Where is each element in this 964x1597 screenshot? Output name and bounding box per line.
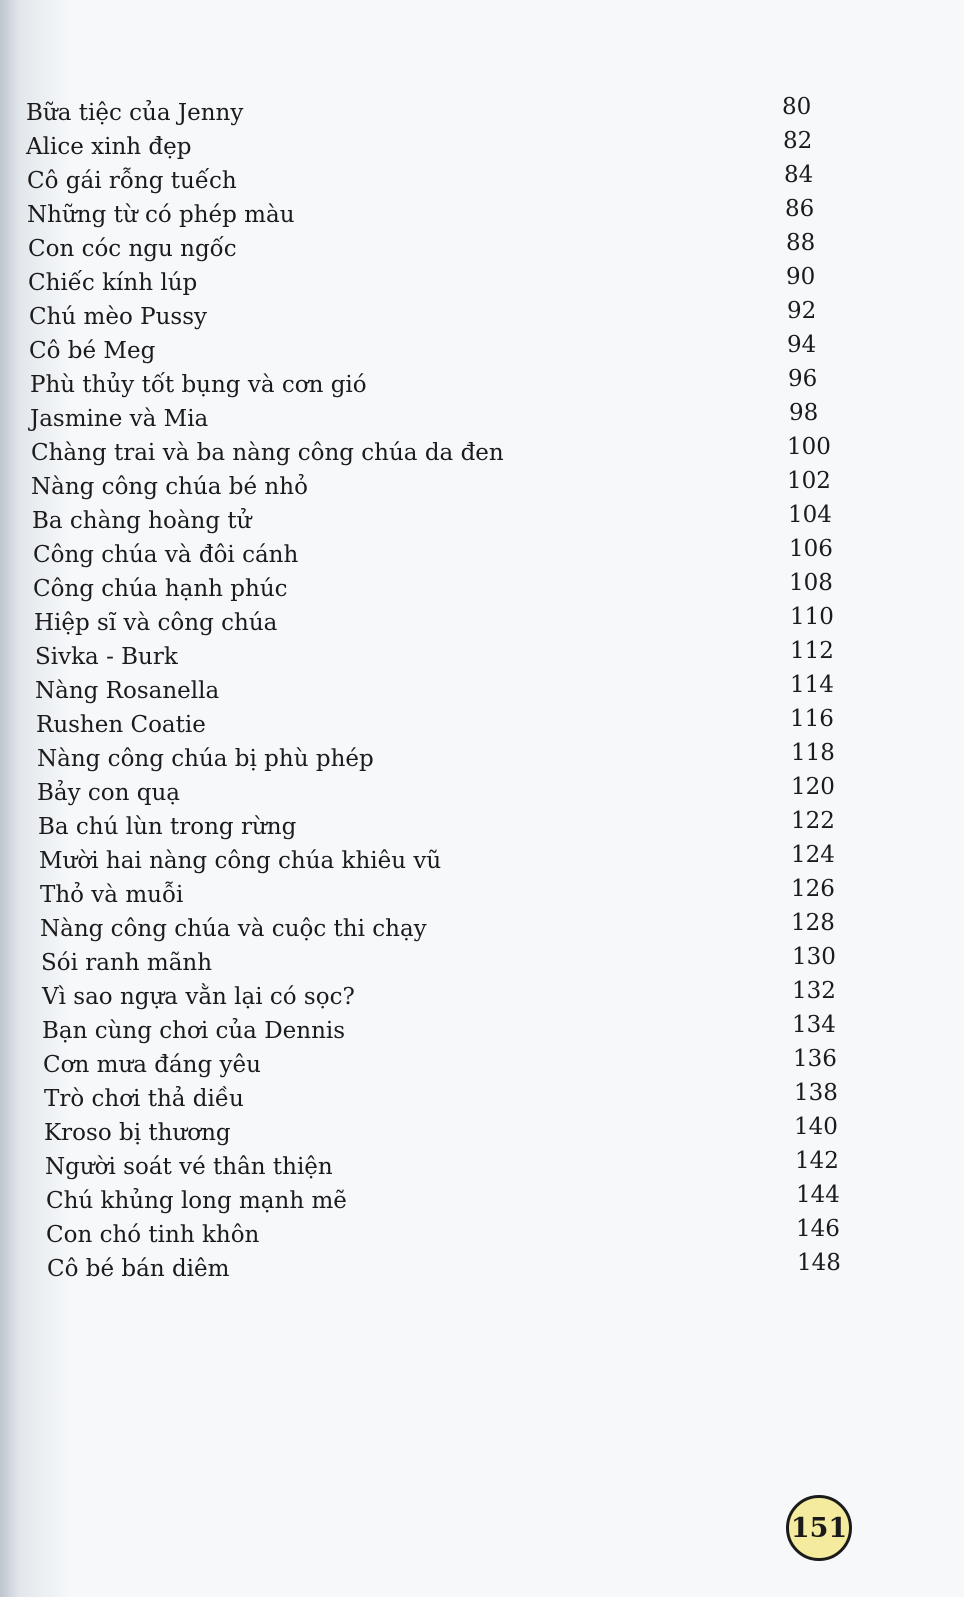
toc-entry-title: Chiếc kính lúp bbox=[28, 270, 198, 296]
toc-entry-title: Chàng trai và ba nàng công chúa da đen bbox=[31, 440, 504, 466]
toc-entry bbox=[29, 300, 849, 334]
toc-entry-title: Sói ranh mãnh bbox=[41, 950, 213, 976]
toc-entry-title: Rushen Coatie bbox=[36, 712, 206, 738]
toc-entry bbox=[26, 96, 846, 130]
toc-entry-page: 148 bbox=[797, 1250, 841, 1276]
toc-entry bbox=[42, 1014, 862, 1048]
toc-entry-page: 102 bbox=[787, 468, 831, 494]
toc-entry-page: 142 bbox=[795, 1148, 839, 1174]
toc-entry bbox=[28, 232, 848, 266]
toc-entry-title: Vì sao ngựa vằn lại có sọc? bbox=[42, 984, 355, 1010]
toc-entry-title: Trò chơi thả diều bbox=[44, 1086, 244, 1112]
toc-entry-page: 118 bbox=[791, 740, 835, 766]
toc-entry bbox=[44, 1116, 864, 1150]
toc-entry-page: 110 bbox=[790, 604, 834, 630]
toc-entry-page: 132 bbox=[792, 978, 836, 1004]
toc-entry-page: 96 bbox=[788, 366, 818, 392]
toc-entry-title: Jasmine và Mia bbox=[30, 406, 209, 432]
toc-entry bbox=[34, 606, 854, 640]
toc-entry bbox=[35, 674, 855, 708]
toc-entry bbox=[27, 164, 847, 198]
toc-entry-title: Chú khủng long mạnh mẽ bbox=[46, 1188, 347, 1214]
toc-entry bbox=[33, 572, 853, 606]
toc-entry-page: 108 bbox=[789, 570, 833, 596]
toc-entry-page: 112 bbox=[790, 638, 834, 664]
toc-entry-page: 88 bbox=[786, 230, 816, 256]
toc-entry bbox=[40, 912, 860, 946]
toc-entry-page: 100 bbox=[787, 434, 831, 460]
toc-entry-page: 106 bbox=[789, 536, 833, 562]
toc-entry-title: Nàng Rosanella bbox=[35, 678, 220, 704]
toc-entry-title: Thỏ và muỗi bbox=[40, 882, 184, 908]
toc-entry bbox=[29, 334, 849, 368]
toc-entry-page: 136 bbox=[793, 1046, 837, 1072]
toc-entry-page: 86 bbox=[785, 196, 815, 222]
toc-entry bbox=[41, 946, 861, 980]
toc-entry-page: 116 bbox=[790, 706, 834, 732]
toc-entry bbox=[46, 1218, 866, 1252]
toc-entry bbox=[30, 368, 850, 402]
toc-entry-title: Sivka - Burk bbox=[35, 644, 178, 670]
toc-entry-title: Alice xinh đẹp bbox=[26, 134, 192, 160]
toc-entry-page: 144 bbox=[796, 1182, 840, 1208]
toc-entry bbox=[46, 1184, 866, 1218]
toc-entry bbox=[30, 402, 850, 436]
toc-entry-title: Bạn cùng chơi của Dennis bbox=[42, 1018, 346, 1044]
toc-entry-page: 140 bbox=[794, 1114, 838, 1140]
toc-entry-title: Công chúa và đôi cánh bbox=[33, 542, 299, 568]
toc-entry bbox=[35, 640, 855, 674]
toc-entry-page: 130 bbox=[792, 944, 836, 970]
toc-entry-page: 124 bbox=[791, 842, 835, 868]
toc-entry-title: Cô bé bán diêm bbox=[47, 1256, 230, 1282]
toc-entry-page: 138 bbox=[794, 1080, 838, 1106]
toc-entry-title: Kroso bị thương bbox=[44, 1120, 231, 1146]
toc-entry-page: 94 bbox=[787, 332, 817, 358]
toc-entry bbox=[44, 1082, 864, 1116]
toc-entry-title: Ba chàng hoàng tử bbox=[32, 508, 252, 534]
toc-entry-title: Hiệp sĩ và công chúa bbox=[34, 610, 278, 636]
toc-entry-title: Cô bé Meg bbox=[29, 338, 156, 364]
toc-entry bbox=[36, 708, 856, 742]
toc-entry-title: Con cóc ngu ngốc bbox=[28, 236, 237, 262]
toc-entry-title: Công chúa hạnh phúc bbox=[33, 576, 288, 602]
toc-entry-title: Con chó tinh khôn bbox=[46, 1222, 260, 1248]
toc-entry-page: 92 bbox=[787, 298, 817, 324]
toc-entry bbox=[42, 980, 862, 1014]
toc-entry-title: Bảy con quạ bbox=[37, 780, 181, 806]
toc-entry-page: 126 bbox=[791, 876, 835, 902]
toc-entry-page: 134 bbox=[792, 1012, 836, 1038]
toc-entry-title: Ba chú lùn trong rừng bbox=[38, 814, 297, 840]
toc-entry-page: 90 bbox=[786, 264, 816, 290]
toc-entry bbox=[39, 844, 859, 878]
toc-entry bbox=[37, 776, 857, 810]
toc-entry bbox=[26, 130, 846, 164]
toc-entry-title: Chú mèo Pussy bbox=[29, 304, 208, 330]
toc-entry bbox=[37, 742, 857, 776]
toc-entry-page: 122 bbox=[791, 808, 835, 834]
toc-entry bbox=[47, 1252, 867, 1286]
page-number-badge bbox=[786, 1495, 852, 1561]
toc-entry-title: Nàng công chúa và cuộc thi chạy bbox=[40, 916, 427, 942]
toc-entry-title: Phù thủy tốt bụng và cơn gió bbox=[30, 372, 367, 398]
toc-entry bbox=[45, 1150, 865, 1184]
toc-entry bbox=[31, 470, 851, 504]
toc-entry bbox=[33, 538, 853, 572]
toc-entry bbox=[28, 266, 848, 300]
toc-entry bbox=[43, 1048, 863, 1082]
toc-entry bbox=[31, 436, 851, 470]
toc-entry bbox=[32, 504, 852, 538]
toc-entry bbox=[40, 878, 860, 912]
toc-entry-title: Mười hai nàng công chúa khiêu vũ bbox=[39, 848, 442, 874]
toc-entry-page: 104 bbox=[788, 502, 832, 528]
toc-entry bbox=[38, 810, 858, 844]
toc-entry-page: 114 bbox=[790, 672, 834, 698]
toc-entry-title: Cơn mưa đáng yêu bbox=[43, 1052, 261, 1078]
toc-entry-title: Cô gái rỗng tuếch bbox=[27, 168, 237, 194]
toc-entry-page: 84 bbox=[784, 162, 814, 188]
toc-entry-page: 98 bbox=[789, 400, 819, 426]
toc-entry-title: Nàng công chúa bị phù phép bbox=[37, 746, 374, 772]
toc-entry-title: Bữa tiệc của Jenny bbox=[26, 100, 244, 126]
toc-entry-page: 146 bbox=[796, 1216, 840, 1242]
toc-entry-page: 128 bbox=[791, 910, 835, 936]
toc-entry-page: 120 bbox=[791, 774, 835, 800]
toc-entry-page: 80 bbox=[782, 94, 812, 120]
toc-entry-page: 82 bbox=[783, 128, 813, 154]
toc-entry-title: Nàng công chúa bé nhỏ bbox=[31, 474, 308, 500]
toc-entry bbox=[27, 198, 847, 232]
page-number: 151 bbox=[790, 1512, 848, 1544]
toc-entry-title: Những từ có phép màu bbox=[27, 202, 295, 228]
toc-entry-title: Người soát vé thân thiện bbox=[45, 1154, 333, 1180]
